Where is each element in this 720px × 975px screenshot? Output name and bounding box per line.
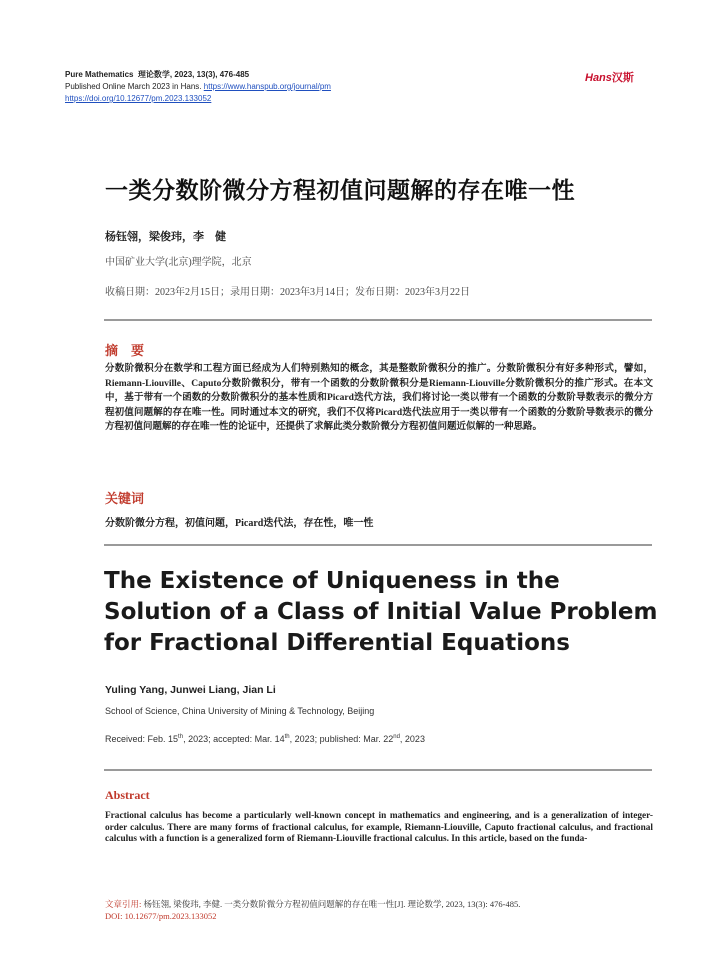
doi-link[interactable]: https://doi.org/10.12677/pm.2023.133052 (65, 94, 212, 103)
citation-label: 文章引用: (105, 899, 142, 909)
divider (104, 544, 652, 546)
english-affiliation: School of Science, China University of Mining & Technology, Beijing (105, 706, 375, 716)
published-text: Published Online March 2023 in Hans. (65, 82, 202, 91)
divider (104, 769, 652, 771)
citation-block (105, 898, 520, 922)
chinese-affiliation: 中国矿业大学(北京)理学院，北京 (105, 257, 252, 268)
english-authors: Yuling Yang, Junwei Liang, Jian Li (105, 684, 276, 696)
chinese-abstract-heading: 摘 要 (105, 344, 145, 359)
journal-name: Pure Mathematics (65, 70, 134, 79)
chinese-keywords-heading: 关键词 (105, 492, 145, 507)
chinese-abstract: 分数阶微积分在数学和工程方面已经成为人们特别熟知的概念，其是整数阶微积分的推广。分数阶微积分有好多种形式，譬如，Riemann-Liouville、Caputo分数阶微积分，带有一个函数的分数阶微积分是Riemann-Liouville分数阶微积分的推广形式。在本文中，基于带有一个函数的分数阶微积分的基本性质和Picard迭代方法，我们将讨论一类以带有一个函数的分数阶导数表示的微分方程初值问题解的存在唯一性。同时通过本文的研究，我们不仅将Picard迭代法应用于一类以带有一个函数的分数阶导数表示的微分方程初值问题解的存在唯一性的论证中，还提供了求解此类分数阶微分方程初值问题近似解的一种思路。 (105, 364, 653, 432)
chinese-keywords: 分数阶微分方程，初值问题，Picard迭代法，存在性，唯一性 (105, 518, 374, 529)
english-dates: Received: Feb. 15th, 2023; accepted: Mar. 14th, 2023; published: Mar. 22nd, 2023 (105, 734, 425, 744)
english-abstract: Fractional calculus has become a particularly well-known concept in mathematics and engineering, and is a generalization of integer-order calculus. There are many forms of fractional calculus, for example, Riemann-Liouville, Caputo fractional calculus, and fractional calculus with a function is a generalized form of Riemann-Liouville fractional calculus. In this article, based on the funda- (105, 811, 653, 844)
chinese-dates: 收稿日期：2023年2月15日；录用日期：2023年3月14日；发布日期：2023年3月22日 (105, 287, 470, 298)
journal-header (65, 69, 331, 105)
english-title: The Existence of Uniqueness in the Solution of a Class of Initial Value Problem for Fractional Differential Equations (104, 568, 658, 656)
divider (104, 319, 652, 321)
publisher-logo: Hans汉斯 (585, 72, 634, 84)
citation-text: 杨钰翎, 梁俊玮, 李健. 一类分数阶微分方程初值问题解的存在唯一性[J]. 理论数学, 2023, 13(3): 476-485. (143, 899, 521, 909)
journal-cn: 理论数学, 2023, 13(3), 476-485 (137, 70, 250, 79)
chinese-title: 一类分数阶微分方程初值问题解的存在唯一性 (105, 178, 575, 204)
citation-doi[interactable]: DOI: 10.12677/pm.2023.133052 (105, 911, 217, 921)
journal-link[interactable]: https://www.hanspub.org/journal/pm (203, 82, 331, 91)
english-abstract-heading: Abstract (105, 788, 150, 802)
chinese-authors: 杨钰翎，梁俊玮，李 健 (105, 231, 226, 243)
